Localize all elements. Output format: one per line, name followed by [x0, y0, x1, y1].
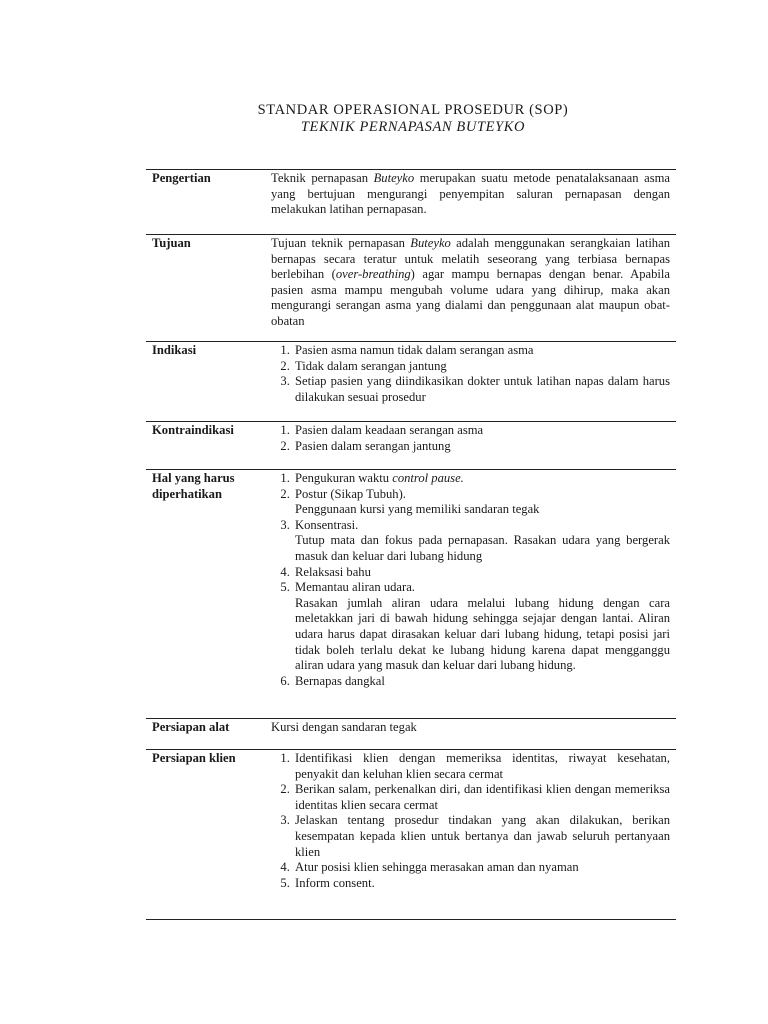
list-item	[293, 580, 670, 674]
klien-list	[271, 751, 670, 891]
row-content-persiapan-klien	[271, 750, 676, 919]
row-pengertian	[146, 169, 676, 234]
sop-table	[146, 169, 676, 920]
list-item: 5. Inform consent.	[293, 876, 670, 892]
kontraindikasi-list	[271, 423, 670, 454]
row-content-persiapan-alat	[271, 719, 676, 749]
list-item	[293, 487, 670, 518]
row-label-hal-diperhatikan: Hal yang harus diperhatikan	[152, 471, 235, 501]
row-label-pengertian: Pengertian	[152, 171, 211, 185]
row-persiapan-klien	[146, 749, 676, 920]
list-item: 2. Tidak dalam serangan jantung	[293, 359, 670, 375]
row-indikasi	[146, 341, 676, 421]
row-content-pengertian	[271, 170, 676, 234]
pengertian-text-3: merupakan suatu metode penatalaksanaan asma yang bertujuan mengurangi penyempitan saluran pernapasan dengan melakukan latihan pernapasan.	[271, 171, 671, 217]
row-label-tujuan: Tujuan	[152, 236, 191, 250]
row-hal-diperhatikan	[146, 469, 676, 718]
list-item: 2. Berikan salam, perkenalkan diri, dan identifikasi klien dengan memeriksa identitas klien secara cermat	[293, 782, 670, 813]
row-content-hal-diperhatikan	[271, 470, 676, 718]
tujuan-text-2: Buteyko	[410, 236, 451, 250]
list-item: 4. Relaksasi bahu	[293, 565, 670, 581]
document-subtitle: TEKNIK PERNAPASAN BUTEYKO	[300, 119, 526, 135]
row-kontraindikasi	[146, 421, 676, 469]
tujuan-text-1: Tujuan teknik pernapasan	[271, 236, 411, 250]
row-label-indikasi: Indikasi	[152, 343, 197, 357]
indikasi-list	[271, 343, 670, 405]
persiapan-alat-text: Kursi dengan sandaran tegak	[271, 720, 417, 734]
pengertian-text-1: Teknik pernapasan	[271, 171, 374, 185]
row-label-kontraindikasi: Kontraindikasi	[152, 423, 234, 437]
list-item: 6. Bernapas dangkal	[293, 674, 670, 690]
pengertian-text-2: Buteyko	[373, 171, 415, 185]
row-content-tujuan	[271, 235, 676, 341]
hal-item-1-text: Pengukuran waktu	[295, 471, 393, 485]
tujuan-text-5: ) agar mampu bernapas dengan benar. Apabila pasien asma mampu mengubah volume udara yang dihirup, maka akan mengurangi serangan asma yang dialami dan penggunaan alat maupun obat-obatan	[271, 267, 670, 328]
list-item	[293, 471, 670, 487]
hal-item-2-text: Postur (Sikap Tubuh).	[295, 486, 406, 501]
list-item: 1. Pasien dalam keadaan serangan asma	[293, 423, 670, 439]
tujuan-text-4: over-breathing	[335, 267, 411, 282]
hal-item-1-italic: control pause.	[392, 471, 464, 485]
document-title: STANDAR OPERASIONAL PROSEDUR (SOP)	[257, 102, 569, 118]
hal-item-5-text: Memantau aliran udara.	[295, 580, 415, 595]
row-content-indikasi	[271, 342, 676, 421]
hal-item-3-sub: Tutup mata dan fokus pada pernapasan. Rasakan udara yang bergerak masuk dan keluar dari lubang hidung	[295, 533, 670, 563]
list-item: 3. Setiap pasien yang diindikasikan dokter untuk latihan napas dalam harus dilakukan sesuai prosedur	[293, 374, 670, 405]
row-label-persiapan-alat: Persiapan alat	[152, 720, 230, 734]
row-tujuan	[146, 234, 676, 341]
hal-item-2-sub: Penggunaan kursi yang memiliki sandaran tegak	[295, 502, 540, 517]
hal-item-5-sub: Rasakan jumlah aliran udara melalui lubang hidung dengan cara meletakkan jari di bawah hidung sehingga sejajar dengan lantai. Aliran udara harus dapat dirasakan keluar dari lubang hidung, tetapi posisi jari tidak boleh terlalu dekat ke lubang hidung karena dapat mengganggu aliran udara yang masuk dan keluar dari lubang hidung.	[295, 595, 670, 673]
hal-list	[271, 471, 670, 689]
row-label-persiapan-klien: Persiapan klien	[152, 751, 236, 765]
list-item	[293, 518, 670, 565]
row-content-kontraindikasi	[271, 422, 676, 469]
list-item: 1. Identifikasi klien dengan memeriksa identitas, riwayat kesehatan, penyakit dan keluhan klien secara cermat	[293, 751, 670, 782]
tujuan-text-3: adalah menggunakan serangkaian latihan bernapas secara teratur untuk melatih seseorang yang terbiasa bernapas berlebihan (	[271, 236, 670, 282]
row-persiapan-alat	[146, 718, 676, 749]
hal-item-3-text: Konsentrasi.	[295, 517, 359, 532]
list-item: 3. Jelaskan tentang prosedur tindakan yang akan dilakukan, berikan kesempatan kepada klien untuk bertanya dan jawab seluruh pertanyaan klien	[293, 813, 670, 860]
list-item: 2. Pasien dalam serangan jantung	[293, 439, 670, 455]
list-item: 4. Atur posisi klien sehingga merasakan aman dan nyaman	[293, 860, 670, 876]
list-item: 1. Pasien asma namun tidak dalam serangan asma	[293, 343, 670, 359]
